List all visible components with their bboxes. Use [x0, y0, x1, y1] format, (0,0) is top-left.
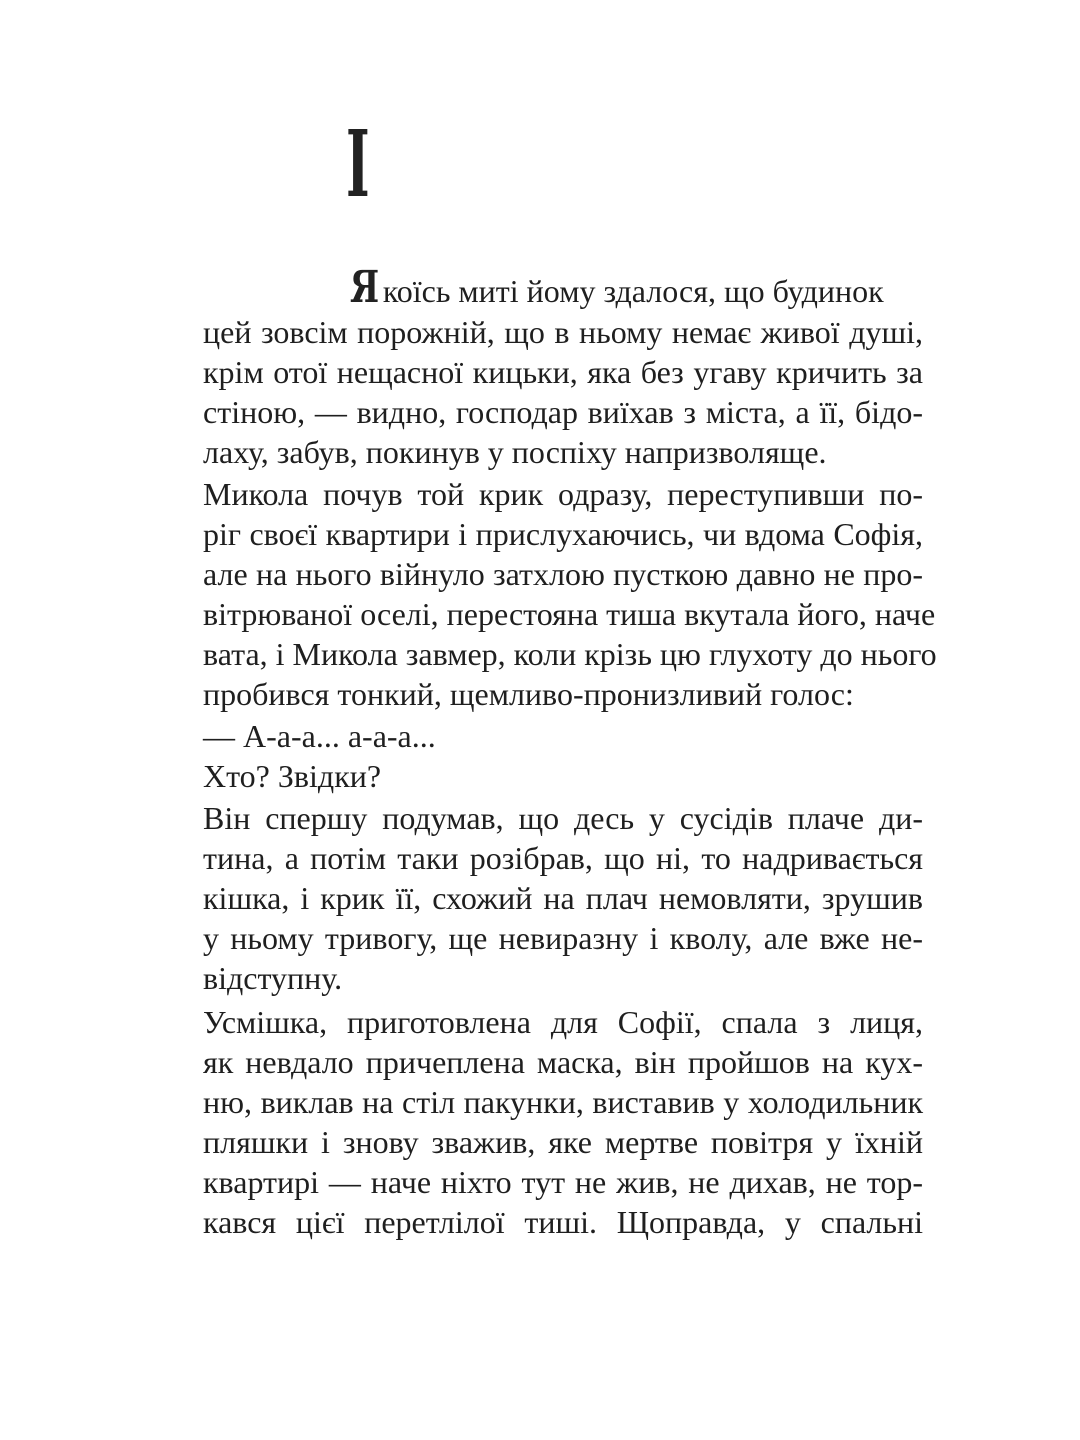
text-line-6: Микола почув той крик одразу, переступивши по- — [203, 476, 923, 512]
text-line-18: відступну. — [203, 960, 343, 996]
text-line-1-rest: коїсь миті йому здалося, що будинок — [382, 273, 884, 309]
text-line-1 — [350, 262, 923, 313]
text-line-2: цей зовсім порожній, що в ньому немає живої душі, — [203, 314, 923, 350]
text-line-12: — А-а-а... а-а-а... — [203, 718, 436, 754]
text-line-19: Усмішка, приготовлена для Софії, спала з лиця, — [203, 1004, 923, 1040]
text-line-14: Він спершу подумав, що десь у сусідів плаче ди- — [203, 800, 923, 836]
text-line-8: але на нього війнуло затхлою пусткою давно не про- — [203, 556, 923, 592]
text-line-9: вітрюваної оселі, перестояна тиша вкутала його, наче — [203, 596, 936, 632]
text-line-3: крім отої нещасної кицьки, яка без угаву кричить за — [203, 354, 923, 390]
text-line-21: ню, виклав на стіл пакунки, виставив у холодильник — [203, 1084, 923, 1120]
text-line-20: як невдало причеплена маска, він пройшов на кух- — [203, 1044, 923, 1080]
text-line-16: кішка, і крик її, схожий на плач немовляти, зрушив — [203, 880, 923, 916]
chapter-number: I — [346, 110, 370, 218]
text-line-11: пробився тонкий, щемливо-пронизливий голос: — [203, 676, 854, 712]
text-line-17: у ньому тривогу, ще невиразну і кволу, але вже не- — [203, 920, 923, 956]
text-line-7: ріг своєї квартири і прислухаючись, чи вдома Софія, — [203, 516, 923, 552]
text-line-4: стіною, — видно, господар виїхав з міста, а її, бідо- — [203, 394, 923, 430]
text-line-24: кався цієї перетлілої тиші. Щоправда, у спальні — [203, 1204, 923, 1240]
drop-cap: Я — [350, 262, 380, 313]
text-line-10: вата, і Микола завмер, коли крізь цю глухоту до нього — [203, 636, 937, 672]
text-line-23: квартирі — наче ніхто тут не жив, не дихав, не тор- — [203, 1164, 923, 1200]
text-line-15: тина, а потім таки розібрав, що ні, то надривається — [203, 840, 923, 876]
text-line-5: лаху, забув, покинув у поспіху напризволяще. — [203, 434, 827, 470]
text-line-13: Хто? Звідки? — [203, 758, 382, 794]
text-line-22: пляшки і знову зважив, яке мертве повітря у їхній — [203, 1124, 923, 1160]
